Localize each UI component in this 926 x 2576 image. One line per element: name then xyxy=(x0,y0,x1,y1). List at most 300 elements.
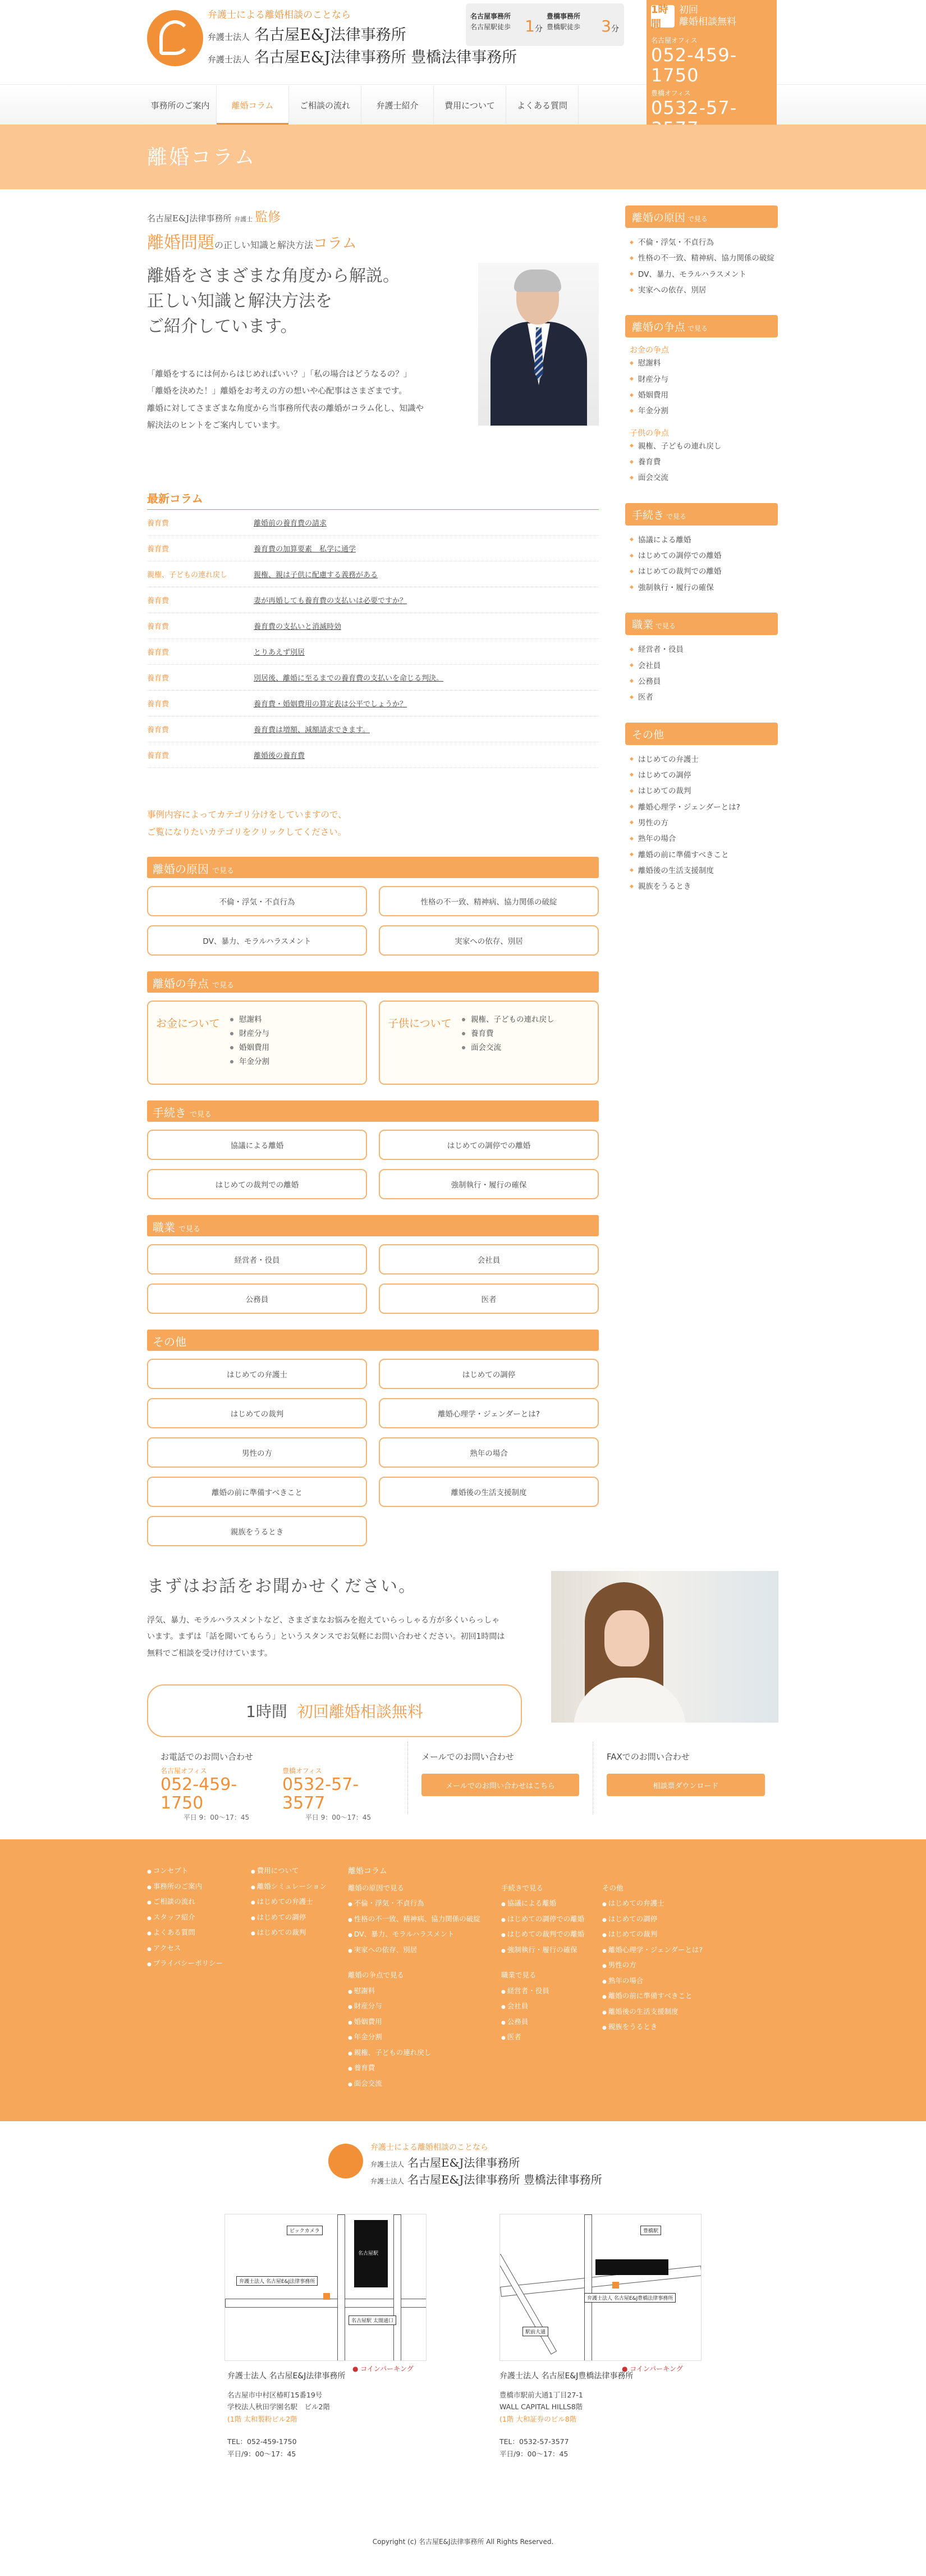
office-marker-icon xyxy=(612,2282,619,2289)
main-content xyxy=(147,207,599,1546)
footer-link[interactable]: ● 強制執行・履行の確保 xyxy=(501,1942,584,1958)
firm-name: 名古屋E&J法律事務所 xyxy=(407,2156,520,2169)
sidebar-group-label: 子供の争点 xyxy=(630,428,669,438)
contact-methods xyxy=(147,1742,778,1821)
item-title[interactable]: 離婚前の養育費の請求 xyxy=(254,519,327,528)
category-bar xyxy=(147,857,599,878)
footer-link[interactable]: ● 医者 xyxy=(501,2029,584,2045)
sidebar-heading-text: 職業 xyxy=(632,619,654,632)
latest-title: 最新コラム xyxy=(147,490,599,510)
hour-badge: 1時間 xyxy=(651,5,675,28)
address-line: 豊橋市駅前大通1丁目27-1 xyxy=(499,2390,583,2399)
sidebar-heading-cause[interactable] xyxy=(625,205,778,228)
sidebar-link[interactable]: ◆ はじめての調停 xyxy=(630,768,778,783)
item-title[interactable]: 養育費の加算要素 私学に通学 xyxy=(254,545,356,554)
category-more: で見る xyxy=(178,1225,201,1234)
list-item[interactable] xyxy=(147,665,599,691)
sidebar-link[interactable]: ◆ はじめての裁判 xyxy=(630,783,778,799)
note-line: ご覧になりたいカテゴリをクリックしてください。 xyxy=(147,826,347,837)
firm-name: 名古屋E&J法律事務所 豊橋法律事務所 xyxy=(407,2173,602,2186)
free-line2: 離婚相談無料 xyxy=(679,16,736,28)
footer-link[interactable]: ● 不倫・浮気・不貞行為 xyxy=(348,1896,480,1911)
sidebar-link[interactable]: ◆ はじめての弁護士 xyxy=(630,752,778,768)
category-button[interactable]: 強制執行・履行の確保 xyxy=(379,1169,599,1199)
sidebar-heading-more: で見る xyxy=(687,215,708,223)
photo-face xyxy=(604,1610,649,1666)
category-button[interactable]: 協議による離婚 xyxy=(147,1130,367,1160)
map-label: 豊橋駅 xyxy=(640,2226,661,2235)
tel-contact xyxy=(147,1742,408,1821)
sidebar xyxy=(625,205,778,912)
address-note: (1階 太和製粉ビル2階 xyxy=(227,2415,297,2424)
footer-link[interactable]: ● 性格の不一致、精神病、協力関係の破綻 xyxy=(348,1911,480,1927)
footer-link[interactable]: ● 会社員 xyxy=(501,1998,584,2014)
firm-name: 名古屋E&J法律事務所 xyxy=(254,26,406,44)
sidebar-link[interactable]: ◆ 不倫・浮気・不貞行為 xyxy=(630,235,778,250)
footer-subheading[interactable]: 職業で見る xyxy=(501,1971,537,1980)
category-button[interactable]: 離婚後の生活支援制度 xyxy=(379,1477,599,1507)
map-label: 駅前大通 xyxy=(522,2327,548,2336)
office-hours: 平日 9：00〜17：45 xyxy=(183,1814,250,1821)
footer-col-1 xyxy=(147,1863,223,1971)
sidebar-link[interactable]: ◆ 男性の方 xyxy=(630,815,778,831)
sidebar-link[interactable]: ◆ 養育費 xyxy=(630,454,778,470)
list-item[interactable] xyxy=(147,587,599,613)
sidebar-link[interactable]: ◆ 協議による離婚 xyxy=(630,532,778,548)
footer-link[interactable]: ● 年金分割 xyxy=(348,2029,480,2045)
sidebar-link[interactable]: ◆ 親族をうるとき xyxy=(630,879,778,894)
footer-link[interactable]: ● 離婚後の生活支援制度 xyxy=(602,2004,703,2020)
footer-subheading[interactable]: 離婚の争点で見る xyxy=(348,1971,405,1980)
footer-subheading[interactable]: その他 xyxy=(602,1883,624,1892)
nagoya-map xyxy=(224,2214,427,2361)
category-cause xyxy=(147,857,599,956)
sidebar-link[interactable]: ◆ 実家への依存、別居 xyxy=(630,282,778,298)
list-item[interactable] xyxy=(147,561,599,587)
footer-link[interactable]: ● はじめての弁護士 xyxy=(251,1894,327,1910)
subtitle-mid: の正しい知識と解決方法 xyxy=(214,240,314,250)
category-button[interactable]: はじめての調停での離婚 xyxy=(379,1130,599,1160)
nagoya-phone[interactable]: 052-459-1750 xyxy=(161,1775,237,1813)
parking-note: ● コインパーキング xyxy=(352,2365,414,2373)
footer-link[interactable]: ● 財産分与 xyxy=(348,1998,480,2014)
money-issues-box xyxy=(147,1001,367,1085)
category-button[interactable]: 熟年の場合 xyxy=(379,1437,599,1468)
category-title: 離婚の原因 xyxy=(153,862,209,876)
sidebar-link[interactable]: ◆ 公務員 xyxy=(630,674,778,689)
header-firm-line1[interactable] xyxy=(208,22,406,44)
sidebar-heading-more: で見る xyxy=(666,512,687,520)
footer-col-4 xyxy=(501,1863,584,2045)
category-note xyxy=(147,806,599,841)
firm-prefix: 弁護士法人 xyxy=(208,32,250,42)
office-label: 豊橋オフィス xyxy=(282,1767,322,1775)
footer-subheading[interactable]: 離婚の原因で見る xyxy=(348,1883,405,1892)
footer-link[interactable]: ● 熟年の場合 xyxy=(602,1973,703,1989)
sidebar-link[interactable]: ◆ はじめての裁判での離婚 xyxy=(630,564,778,579)
footer-link[interactable]: ● 離婚心理学・ジェンダーとは? xyxy=(602,1942,703,1958)
category-button[interactable]: はじめての調停 xyxy=(379,1359,599,1389)
address-line: WALL CAPITAL HILLS8階 xyxy=(499,2403,583,2411)
firm-prefix: 弁護士法人 xyxy=(370,2161,405,2168)
lead-line: 離婚をさまざまな角度から解説。 xyxy=(147,266,400,286)
cta-heading: まずはお話をお聞かせください。 xyxy=(147,1577,416,1596)
footer-link[interactable]: ● DV、暴力、モラルハラスメント xyxy=(348,1926,480,1942)
footer-link[interactable]: ● コンセプト xyxy=(147,1863,223,1879)
address-line: 学校法人秋田学園名駅 ビル2階 xyxy=(227,2403,330,2411)
map-road xyxy=(499,2254,557,2354)
contact-cta xyxy=(147,1572,778,1821)
sidebar-heading-procedure[interactable] xyxy=(625,503,778,526)
site-footer xyxy=(0,2121,926,2576)
button-prefix: 1時間 xyxy=(246,1702,287,1721)
cta-line: います。まずは「話を聞いてもらう」というスタンスでお気軽にお問い合わせください。初回1時間は xyxy=(147,1632,505,1642)
contact-title: メールでのお問い合わせ xyxy=(421,1752,514,1762)
sidebar-link[interactable]: ◆ 面会交流 xyxy=(630,470,778,486)
sidebar-link[interactable]: ◆ 財産分与 xyxy=(630,372,778,387)
office-hours: 平日/9：00〜17：45 xyxy=(499,2450,569,2458)
free-line1: 初回 xyxy=(679,4,698,16)
office-name: 豊橋事務所 xyxy=(547,12,581,20)
note-line: 事例内容によってカテゴリ分けをしていますので、 xyxy=(147,809,347,820)
header-firm-line2[interactable] xyxy=(208,45,517,67)
footer-link[interactable]: ● はじめての弁護士 xyxy=(602,1896,703,1911)
minutes-unit: 分 xyxy=(535,25,543,34)
footer-heading[interactable]: 離婚コラム xyxy=(348,1867,387,1876)
item-title[interactable]: 養育費は増額、減額請求できます。 xyxy=(254,725,370,734)
footer-col-2 xyxy=(251,1863,327,1940)
consultation-photo xyxy=(551,1571,778,1723)
footer-nav xyxy=(0,1839,926,2121)
parking-label: コインパーキング xyxy=(360,2365,414,2373)
sidebar-link[interactable]: ◆ 性格の不一致、精神病、協力関係の破綻 xyxy=(630,250,778,266)
lead-line: ご紹介しています。 xyxy=(147,317,297,336)
category-title: 離婚の争点 xyxy=(153,976,209,990)
item-category[interactable]: 養育費 xyxy=(147,725,169,734)
footer-link[interactable]: ● 面会交流 xyxy=(348,2076,480,2091)
issue-link[interactable]: 養育費 xyxy=(462,1027,554,1041)
contact-title: FAXでのお問い合わせ xyxy=(607,1752,690,1762)
category-button[interactable]: はじめての弁護士 xyxy=(147,1359,367,1389)
nav-office[interactable]: 事務所のご案内 xyxy=(144,86,217,124)
footer-link[interactable]: ● 婚姻費用 xyxy=(348,2014,480,2030)
address-line: 名古屋市中村区椿町15番19号 xyxy=(227,2390,323,2399)
footer-link[interactable]: ● 離婚の前に準備すべきこと xyxy=(602,1988,703,2004)
intro-line: 「離婚をするには何からはじめればいい？」「私の場合はどうなるの？」 xyxy=(147,370,412,379)
office-phone[interactable]: TEL：052-459-1750 xyxy=(227,2437,297,2446)
sidebar-link[interactable]: ◆ 親権、子どもの連れ戻し xyxy=(630,439,778,454)
sidebar-link[interactable]: ◆ はじめての調停での離婚 xyxy=(630,548,778,564)
toyohashi-phone[interactable]: 0532-57- xyxy=(651,97,737,119)
category-button[interactable]: 公務員 xyxy=(147,1284,367,1314)
category-job xyxy=(147,1215,599,1314)
mail-contact-button[interactable]: メールでのお問い合わせはこちら xyxy=(421,1774,579,1796)
footer-link[interactable]: ● 経営者・役員 xyxy=(501,1983,584,1999)
item-category[interactable]: 養育費 xyxy=(147,751,169,760)
sidebar-heading-more: で見る xyxy=(687,325,708,333)
nagoya-phone[interactable]: 052-459-1750 xyxy=(651,44,737,86)
sidebar-heading-issues[interactable] xyxy=(625,315,778,337)
map-building xyxy=(595,2259,668,2275)
list-item[interactable] xyxy=(147,691,599,716)
sidebar-group-label: お金の争点 xyxy=(630,346,669,355)
sidebar-link[interactable]: ◆ 離婚の前に準備すべきこと xyxy=(630,847,778,863)
category-button[interactable]: 会社員 xyxy=(379,1244,599,1275)
footer-link[interactable]: ● 親族をうるとき xyxy=(602,2019,703,2035)
category-button[interactable]: 性格の不一致、精神病、協力関係の破綻 xyxy=(379,886,599,916)
category-bar xyxy=(147,1330,599,1351)
latest-list xyxy=(147,510,599,768)
fax-download-button[interactable]: 相談票ダウンロード xyxy=(607,1774,765,1796)
lead-line: 正しい知識と解決方法を xyxy=(147,291,332,311)
footer-link[interactable]: ● はじめての裁判 xyxy=(251,1925,327,1940)
office-phone[interactable]: TEL：0532-57-3577 xyxy=(499,2437,569,2446)
list-item[interactable] xyxy=(147,536,599,561)
footer-link[interactable]: ● はじめての調停 xyxy=(602,1911,703,1927)
toyohashi-office-label: 豊橋オフィス xyxy=(651,89,691,98)
sidebar-link[interactable]: ◆ 慰謝料 xyxy=(630,355,778,371)
category-title: その他 xyxy=(153,1335,186,1349)
list-item[interactable] xyxy=(147,716,599,742)
footer-link[interactable]: ● 事務所のご案内 xyxy=(147,1879,223,1894)
nav-fees[interactable]: 費用について xyxy=(434,86,506,124)
list-item[interactable] xyxy=(147,742,599,768)
issue-link[interactable]: 財産分与 xyxy=(230,1027,269,1041)
category-issues xyxy=(147,971,599,1085)
item-category[interactable]: 養育費 xyxy=(147,519,169,528)
intro-line: 離婚に対してさまざまな角度から当事務所代表の離婚がコラム化し、知識や xyxy=(147,404,424,413)
map-road xyxy=(584,2214,592,2361)
sidebar-link[interactable]: ◆ 強制執行・履行の確保 xyxy=(630,580,778,596)
map-office-label: 弁護士法人 名古屋E&J法律事務所 xyxy=(236,2276,318,2286)
item-title[interactable]: 親権、親は子供に配慮する義務がある xyxy=(254,570,378,579)
page-title: 離婚コラム xyxy=(147,146,256,169)
office-minutes xyxy=(601,17,619,35)
list-item[interactable] xyxy=(147,613,599,639)
category-button[interactable]: 離婚心理学・ジェンダーとは? xyxy=(379,1398,599,1428)
issue-link[interactable]: 婚姻費用 xyxy=(230,1041,269,1055)
cta-line: 浮気、暴力、モラルハラスメントなど、さまざまなお悩みを抱えていらっしゃる方が多くいらっしゃ xyxy=(147,1616,500,1625)
subtitle-column: コラム xyxy=(313,235,357,252)
copyright: Copyright (c) 名古屋E&J法律事務所 All Rights Reserved. xyxy=(372,2538,554,2546)
free-consult-button[interactable] xyxy=(147,1684,522,1737)
page-header-band xyxy=(0,125,926,189)
minutes-unit: 分 xyxy=(611,25,619,34)
footer-link[interactable]: ● 男性の方 xyxy=(602,1957,703,1973)
sidebar-heading-text: 離婚の争点 xyxy=(632,321,686,334)
toyohashi-address xyxy=(499,2369,633,2460)
item-category[interactable]: 養育費 xyxy=(147,596,169,605)
item-title[interactable]: 妻が再婚しても養育費の支払いは必要ですか？ xyxy=(254,596,407,605)
role: 弁護士 xyxy=(234,216,253,223)
nav-faq[interactable]: よくある質問 xyxy=(506,86,579,124)
firm-name: 名古屋E&J法律事務所 xyxy=(147,213,232,223)
column-subtitle xyxy=(147,229,599,253)
category-title: 手続き xyxy=(153,1106,186,1120)
office-hours: 平日/9：00〜17：45 xyxy=(227,2450,296,2458)
sidebar-link[interactable]: ◆ DV、暴力、モラルハラスメント xyxy=(630,267,778,282)
sidebar-link[interactable]: ◆ 離婚後の生活支援制度 xyxy=(630,863,778,879)
footer-link[interactable]: ● 費用について xyxy=(251,1863,327,1879)
category-button[interactable]: 男性の方 xyxy=(147,1437,367,1468)
category-button[interactable]: 不倫・浮気・不貞行為 xyxy=(147,886,367,916)
nagoya-office-label: 名古屋オフィス xyxy=(651,36,698,44)
sidebar-heading-text: 離婚の原因 xyxy=(632,212,686,224)
office-station: 豊橋駅徒歩 xyxy=(547,23,581,31)
supervision: 監修 xyxy=(255,210,281,225)
firm-name: 名古屋E&J法律事務所 豊橋法律事務所 xyxy=(254,49,517,66)
footer-link[interactable]: ● ご相談の流れ xyxy=(147,1894,223,1910)
item-category[interactable]: 養育費 xyxy=(147,648,169,657)
map-road xyxy=(393,2214,401,2361)
category-button[interactable]: はじめての裁判 xyxy=(147,1398,367,1428)
item-title[interactable]: 離婚後の養育費 xyxy=(254,751,305,760)
item-title[interactable]: 別居後、離婚に至るまでの養育費の支払いを命じる判決。 xyxy=(254,674,444,683)
logo[interactable] xyxy=(147,10,203,66)
footer-firm-line1 xyxy=(370,2154,520,2170)
minutes-value: 3 xyxy=(601,17,611,35)
footer-link[interactable]: ● はじめての調停 xyxy=(251,1910,327,1925)
footer-link[interactable]: ● よくある質問 xyxy=(147,1925,223,1940)
firm-prefix: 弁護士法人 xyxy=(208,54,250,65)
free-consult-text xyxy=(679,4,736,29)
footer-link[interactable]: ● 養育費 xyxy=(348,2060,480,2076)
sidebar-heading-job[interactable] xyxy=(625,613,778,635)
mail-contact xyxy=(408,1742,593,1815)
free-consult-badge xyxy=(651,4,772,29)
child-issues-box xyxy=(379,1001,599,1085)
supervision-line xyxy=(147,207,599,225)
latest-columns xyxy=(147,490,599,768)
list-item[interactable] xyxy=(147,510,599,536)
map-road xyxy=(337,2214,345,2361)
header-tagline: 弁護士による離婚相談のことなら xyxy=(208,10,351,21)
lawyer-portrait xyxy=(478,263,599,426)
global-nav xyxy=(0,84,926,125)
portrait-hair xyxy=(514,270,561,292)
logo-mark-icon xyxy=(159,20,191,55)
issue-link[interactable]: 面会交流 xyxy=(462,1041,554,1055)
nav-column[interactable]: 離婚コラム xyxy=(217,86,289,124)
map-office-label: 弁護士法人 名古屋E&J豊橋法律事務所 xyxy=(584,2293,676,2303)
item-title[interactable]: 養育費・婚姻費用の算定表は公平でしょうか？ xyxy=(254,700,407,709)
office-label: 名古屋オフィス xyxy=(161,1767,207,1775)
sidebar-link[interactable]: ◆ 医者 xyxy=(630,689,778,705)
intro-line: 解決法のヒントをご案内しています。 xyxy=(147,421,285,431)
footer-tagline: 弁護士による離婚相談のことなら xyxy=(370,2143,488,2152)
sidebar-link[interactable]: ◆ 会社員 xyxy=(630,658,778,674)
office-marker-icon xyxy=(323,2293,330,2300)
item-category[interactable]: 養育費 xyxy=(147,674,169,683)
item-category[interactable]: 養育費 xyxy=(147,622,169,631)
item-title[interactable]: 養育費の支払いと消滅時効 xyxy=(254,622,342,631)
category-button[interactable]: 親族をうるとき xyxy=(147,1516,367,1546)
address-note: (1階 大和証券のビル8階 xyxy=(499,2415,577,2424)
footer-link[interactable]: ● プライバシーポリシー xyxy=(147,1956,223,1971)
cta-paragraph xyxy=(147,1613,529,1662)
footer-col-5 xyxy=(602,1863,703,2035)
issue-link[interactable]: 年金分割 xyxy=(230,1055,269,1069)
category-button[interactable]: 離婚の前に準備すべきこと xyxy=(147,1477,367,1507)
office-access-box xyxy=(466,3,624,46)
footer-subheading[interactable]: 手続きで見る xyxy=(501,1883,544,1892)
office-nagoya-access xyxy=(470,11,546,35)
subtitle-keyword: 離婚問題 xyxy=(147,233,214,253)
office-toyohashi-access xyxy=(547,11,622,35)
category-button[interactable]: 実家への依存、別居 xyxy=(379,925,599,956)
category-button[interactable]: はじめての裁判での離婚 xyxy=(147,1169,367,1199)
map-label: ビックカメラ xyxy=(287,2226,323,2235)
sidebar-heading-text: 手続き xyxy=(632,509,664,522)
office-hours: 平日 9：00〜17：45 xyxy=(305,1814,372,1821)
footer-link[interactable]: ● 協議による離婚 xyxy=(501,1896,584,1911)
footer-link[interactable]: ● はじめての裁判での離婚 xyxy=(501,1926,584,1942)
office-name: 弁護士法人 名古屋E&J法律事務所 xyxy=(227,2372,346,2381)
footer-link[interactable]: ● はじめての裁判 xyxy=(602,1926,703,1942)
nagoya-address xyxy=(227,2369,345,2460)
nav-flow[interactable]: ご相談の流れ xyxy=(289,86,361,124)
category-title: 職業 xyxy=(153,1220,175,1234)
category-bar xyxy=(147,1215,599,1236)
contact-title: お電話でのお問い合わせ xyxy=(161,1752,254,1762)
category-procedure xyxy=(147,1100,599,1199)
category-button[interactable]: 医者 xyxy=(379,1284,599,1314)
sidebar-link[interactable]: ◆ 離婚心理学・ジェンダーとは? xyxy=(630,800,778,815)
box-label: 子供について xyxy=(388,1017,452,1030)
category-button[interactable]: DV、暴力、モラルハラスメント xyxy=(147,925,367,956)
footer-firm-line2 xyxy=(370,2171,602,2187)
footer-link[interactable]: ● スタッフ紹介 xyxy=(147,1910,223,1925)
footer-link[interactable]: ● 慰謝料 xyxy=(348,1983,480,1999)
sidebar-link[interactable]: ◆ 経営者・役員 xyxy=(630,642,778,657)
footer-link[interactable]: ● はじめての調停での離婚 xyxy=(501,1911,584,1927)
footer-link[interactable]: ● 親権、子どもの連れ戻し xyxy=(348,2045,480,2061)
fax-contact xyxy=(593,1742,778,1815)
item-category[interactable]: 養育費 xyxy=(147,545,169,554)
item-title[interactable]: とりあえず別居 xyxy=(254,648,305,657)
sidebar-heading-other[interactable] xyxy=(625,723,778,745)
footer-link[interactable]: ● 実家への依存、別居 xyxy=(348,1942,480,1958)
item-category[interactable]: 養育費 xyxy=(147,700,169,709)
toyohashi-phone[interactable]: 0532-57-3577 xyxy=(282,1775,359,1813)
category-more: で見る xyxy=(212,981,235,990)
list-item[interactable] xyxy=(147,639,599,665)
office-name: 名古屋事務所 xyxy=(470,12,511,20)
sidebar-heading-more: で見る xyxy=(655,622,676,631)
footer-logo[interactable] xyxy=(328,2144,363,2178)
nav-lawyer[interactable]: 弁護士紹介 xyxy=(361,86,434,124)
issue-link[interactable]: 慰謝料 xyxy=(230,1013,269,1027)
map-label: 名古屋駅 太閤通口 xyxy=(349,2315,396,2325)
sidebar-link[interactable]: ◆ 年金分割 xyxy=(630,403,778,419)
footer-col-3 xyxy=(348,1863,480,2091)
category-more: で見る xyxy=(212,866,235,875)
footer-link[interactable]: ● アクセス xyxy=(147,1940,223,1956)
category-button[interactable]: 経営者・役員 xyxy=(147,1244,367,1275)
category-other xyxy=(147,1330,599,1546)
item-category[interactable]: 親権、子どもの連れ戻し xyxy=(147,570,228,579)
issue-link[interactable]: 親権、子どもの連れ戻し xyxy=(462,1013,554,1027)
category-bar xyxy=(147,971,599,993)
footer-link[interactable]: ● 公務員 xyxy=(501,2014,584,2030)
footer-link[interactable]: ● 離婚シミュレーション xyxy=(251,1879,327,1894)
minutes-value: 1 xyxy=(525,17,535,35)
intro-line: 「離婚を決めた！」離婚をお考えの方の想いや心配事はさまざまです。 xyxy=(147,387,407,396)
sidebar-heading-text: その他 xyxy=(632,728,664,741)
sidebar-link[interactable]: ◆ 熟年の場合 xyxy=(630,831,778,847)
sidebar-link[interactable]: ◆ 婚姻費用 xyxy=(630,387,778,403)
category-bar xyxy=(147,1100,599,1122)
